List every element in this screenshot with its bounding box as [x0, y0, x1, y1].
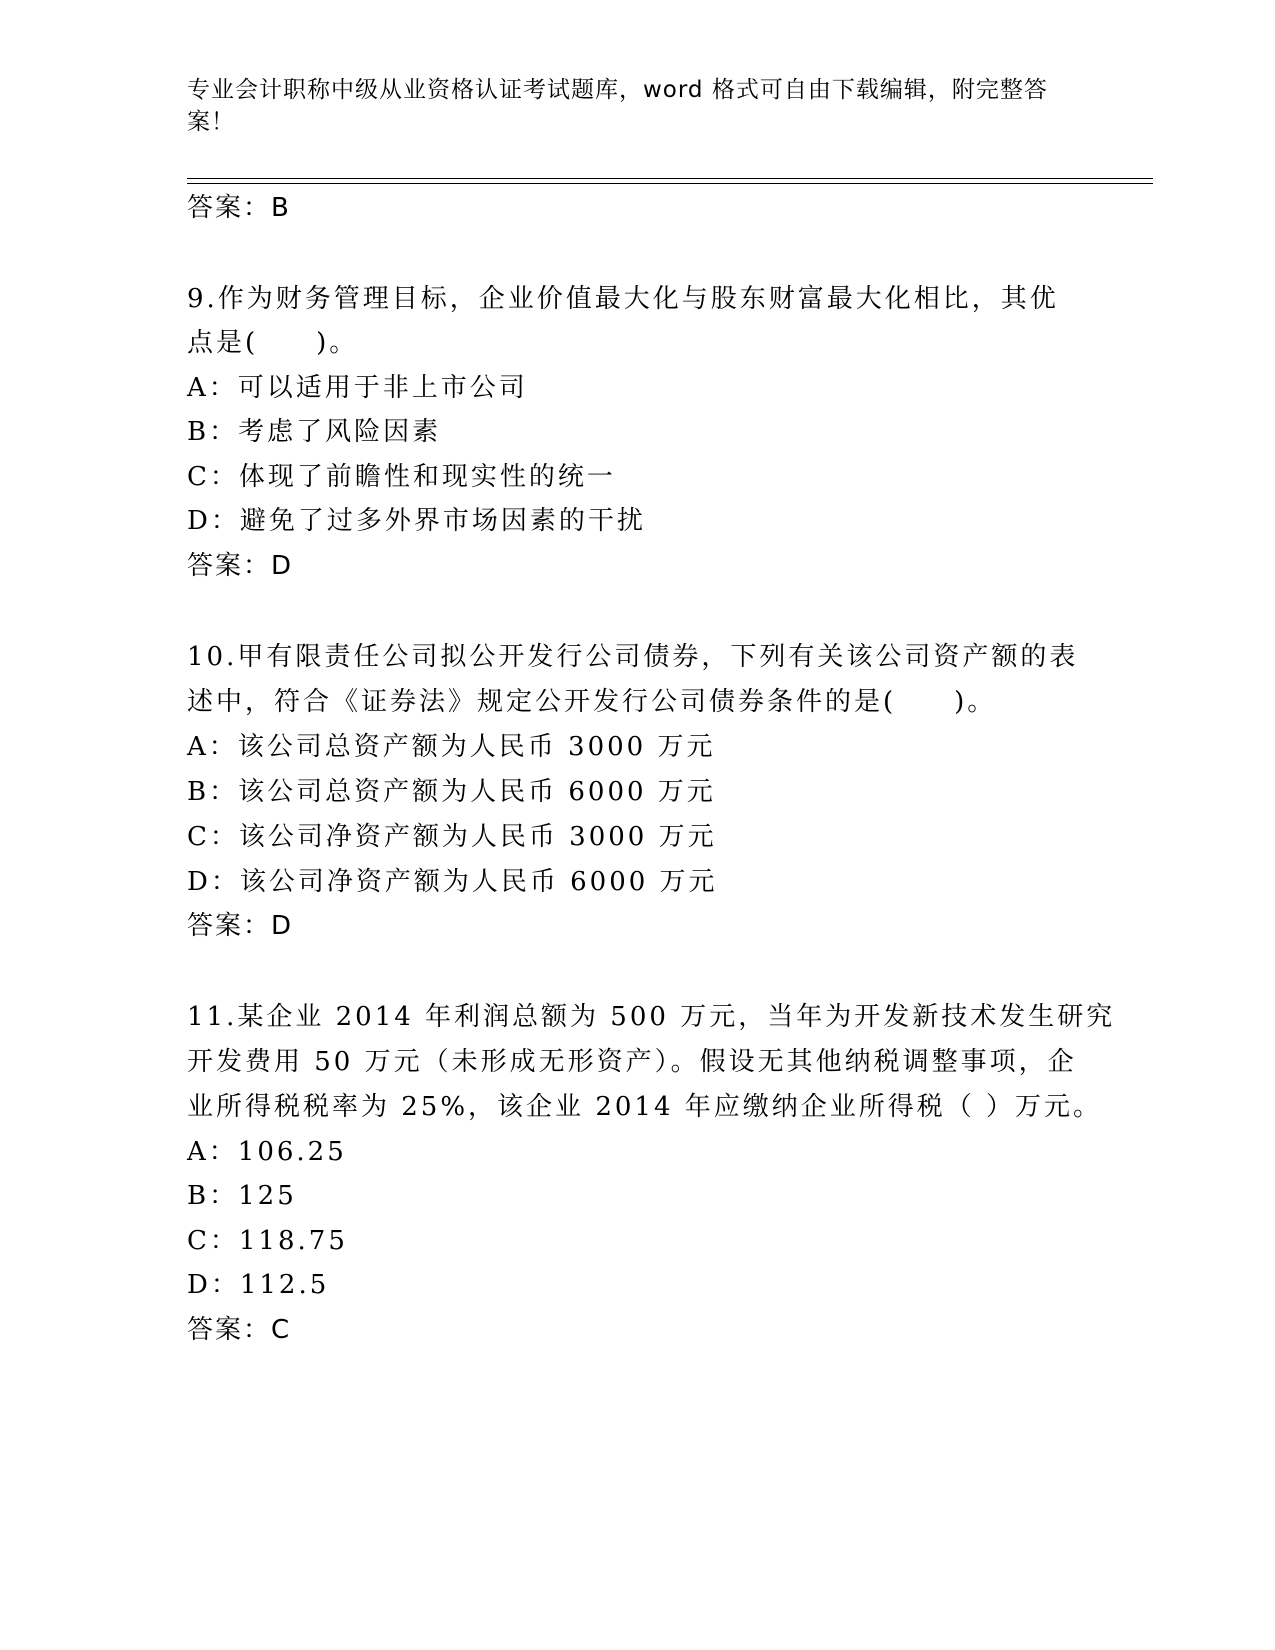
answer-prev: 答案：B	[187, 193, 291, 223]
q10-stem-line-1: 10.甲有限责任公司拟公开发行公司债券，下列有关该公司资产额的表	[187, 642, 1079, 672]
q11-answer: 答案：C	[187, 1315, 292, 1345]
q9-option-b: B：考虑了风险因素	[187, 417, 442, 447]
q11-stem-line-1: 11.某企业 2014 年利润总额为 500 万元，当年为开发新技术发生研究	[187, 1002, 1116, 1032]
q10-answer: 答案：D	[187, 911, 294, 941]
q11-option-d: D：112.5	[187, 1270, 330, 1300]
q10-option-c: C：该公司净资产额为人民币 3000 万元	[187, 822, 717, 852]
q10-option-b: B：该公司总资产额为人民币 6000 万元	[187, 777, 716, 807]
q9-answer: 答案：D	[187, 551, 294, 581]
q11-option-b: B：125	[187, 1181, 297, 1211]
q11-stem-line-2: 开发费用 50 万元（未形成无形资产）。假设无其他纳税调整事项，企	[187, 1047, 1077, 1077]
header-rule-top	[187, 178, 1153, 179]
document-header: 专业会计职称中级从业资格认证考试题库，word 格式可自由下载编辑，附完整答案！	[187, 77, 1048, 135]
q9-stem-line-2: 点是( )。	[187, 328, 359, 358]
q9-option-d: D：避免了过多外界市场因素的干扰	[187, 506, 646, 536]
q11-option-a: A：106.25	[187, 1137, 347, 1167]
q11-stem-line-3: 业所得税税率为 25%，该企业 2014 年应缴纳企业所得税（ ）万元。	[187, 1092, 1103, 1122]
q10-option-a: A：该公司总资产额为人民币 3000 万元	[187, 732, 716, 762]
q9-stem-line-1: 9.作为财务管理目标，企业价值最大化与股东财富最大化相比，其优	[187, 284, 1059, 314]
q9-option-c: C：体现了前瞻性和现实性的统一	[187, 462, 616, 492]
q10-stem-line-2: 述中，符合《证券法》规定公开发行公司债券条件的是( )。	[187, 687, 997, 717]
q9-option-a: A：可以适用于非上市公司	[187, 373, 528, 403]
q10-option-d: D：该公司净资产额为人民币 6000 万元	[187, 867, 718, 897]
q11-option-c: C：118.75	[187, 1226, 348, 1256]
header-rule-bottom	[187, 183, 1153, 184]
